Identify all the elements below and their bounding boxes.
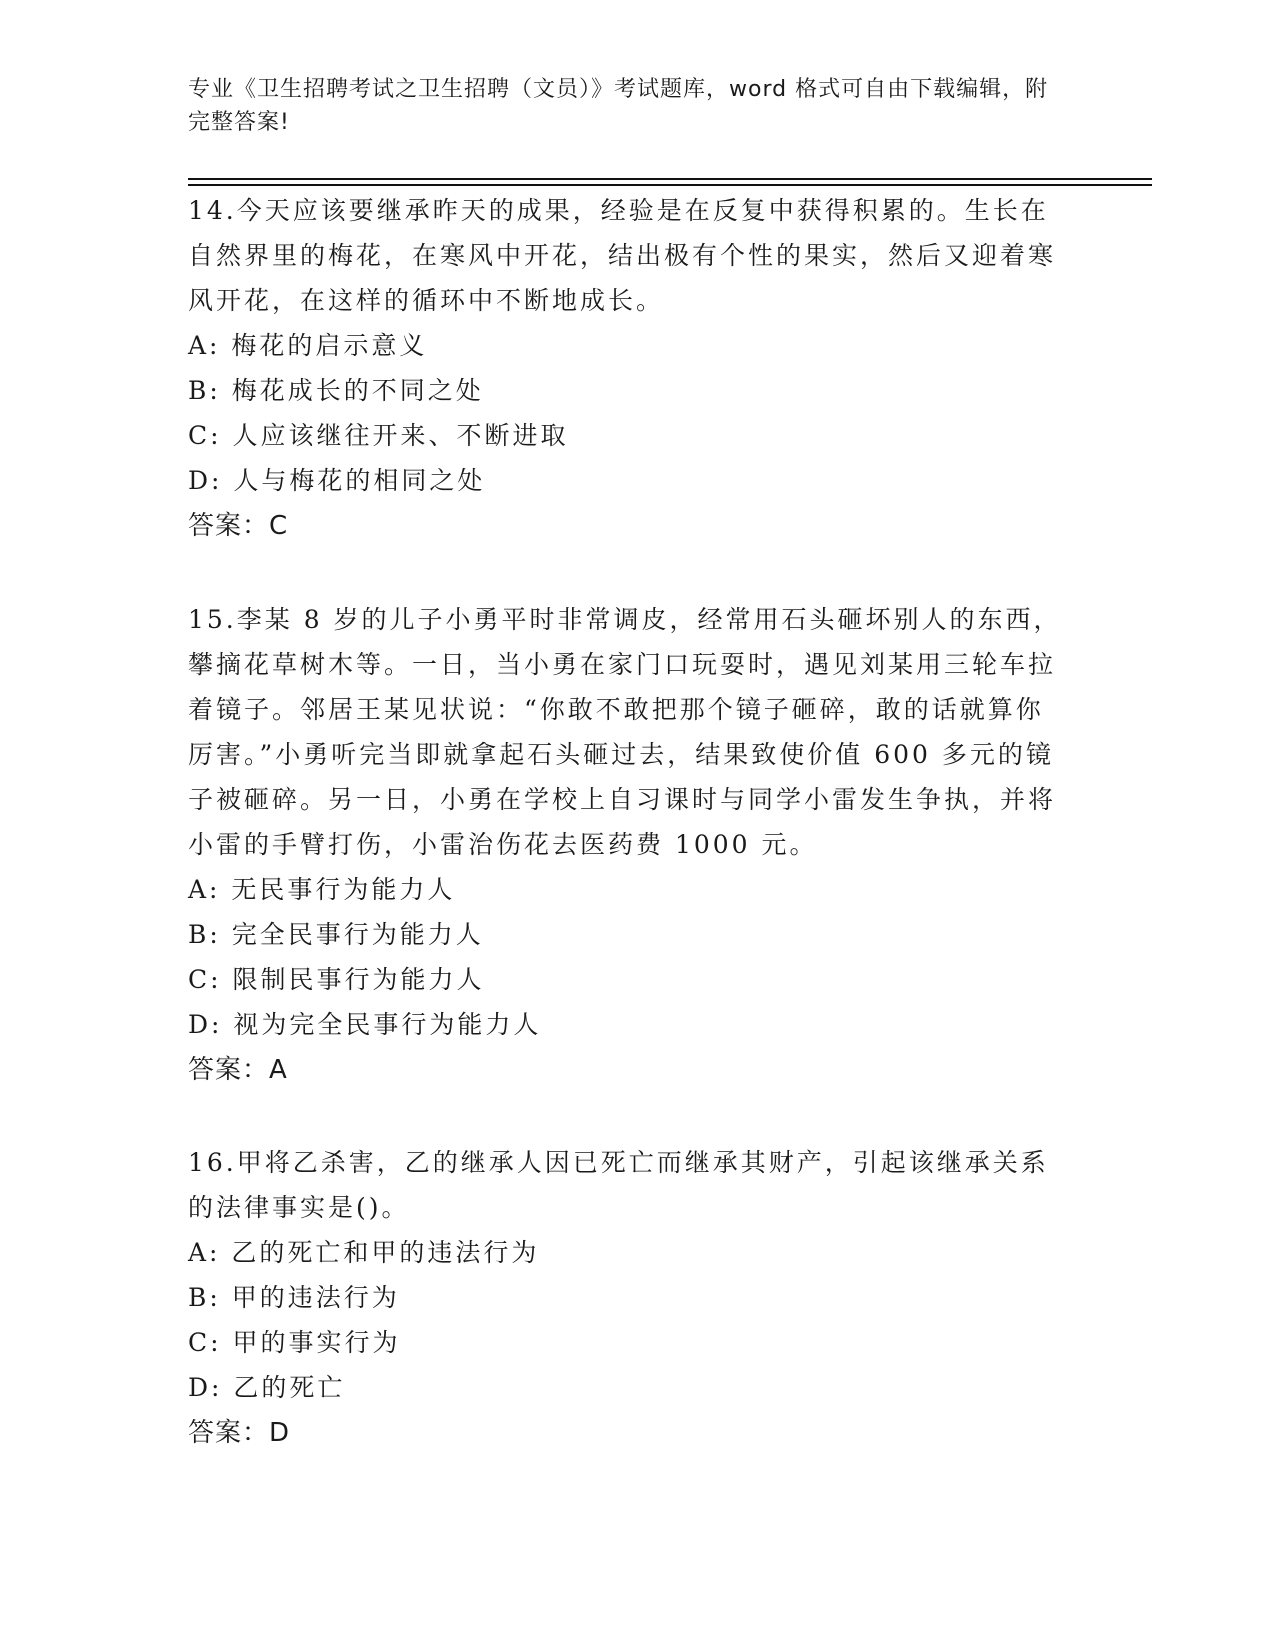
question-16 <box>188 1140 1068 1457</box>
question-stem: 14.今天应该要继承昨天的成果，经验是在反复中获得积累的。生长在自然界里的梅花，在寒风中开花，结出极有个性的果实，然后又迎着寒风开花，在这样的循环中不断地成长。 <box>188 196 1057 315</box>
answer-line: 答案：D <box>188 1418 291 1448</box>
option-a: A: 乙的死亡和甲的违法行为 <box>188 1238 540 1267</box>
answer-line: 答案：C <box>188 511 289 541</box>
header-divider-bottom <box>188 184 1152 186</box>
option-a: A: 无民事行为能力人 <box>188 875 456 904</box>
option-b: B: 完全民事行为能力人 <box>188 920 484 949</box>
option-d: D: 人与梅花的相同之处 <box>188 466 486 495</box>
question-15 <box>188 597 1068 1094</box>
question-stem: 16.甲将乙杀害，乙的继承人因已死亡而继承其财产，引起该继承关系的法律事实是()。 <box>188 1148 1049 1222</box>
question-14 <box>188 188 1068 550</box>
answer-line: 答案：A <box>188 1055 288 1085</box>
option-a: A: 梅花的启示意义 <box>188 331 428 360</box>
option-d: D: 乙的死亡 <box>188 1373 346 1402</box>
option-c: C: 限制民事行为能力人 <box>188 965 485 994</box>
option-c: C: 甲的事实行为 <box>188 1328 401 1357</box>
option-c: C: 人应该继往开来、不断进取 <box>188 421 569 450</box>
header-divider-top <box>188 178 1152 180</box>
option-b: B: 梅花成长的不同之处 <box>188 376 484 405</box>
document-header: 专业《卫生招聘考试之卫生招聘（文员）》考试题库，word 格式可自由下载编辑，附完整答案! <box>188 77 1049 135</box>
question-stem: 15.李某 8 岁的儿子小勇平时非常调皮，经常用石头砸坏别人的东西，攀摘花草树木等。一日，当小勇在家门口玩耍时，遇见刘某用三轮车拉着镜子。邻居王某见状说：“你敢不敢把那个镜子砸碎，敢的话就算你厉害。”小勇听完当即就拿起石头砸过去，结果致使价值 600 多元的镜子被砸碎。另一日，小勇在学校上自习课时与同学小雷发生争执，并将小雷的手臂打伤，小雷治伤花去医药费 1000 元。 <box>188 605 1062 859</box>
option-d: D: 视为完全民事行为能力人 <box>188 1010 542 1039</box>
option-b: B: 甲的违法行为 <box>188 1283 400 1312</box>
